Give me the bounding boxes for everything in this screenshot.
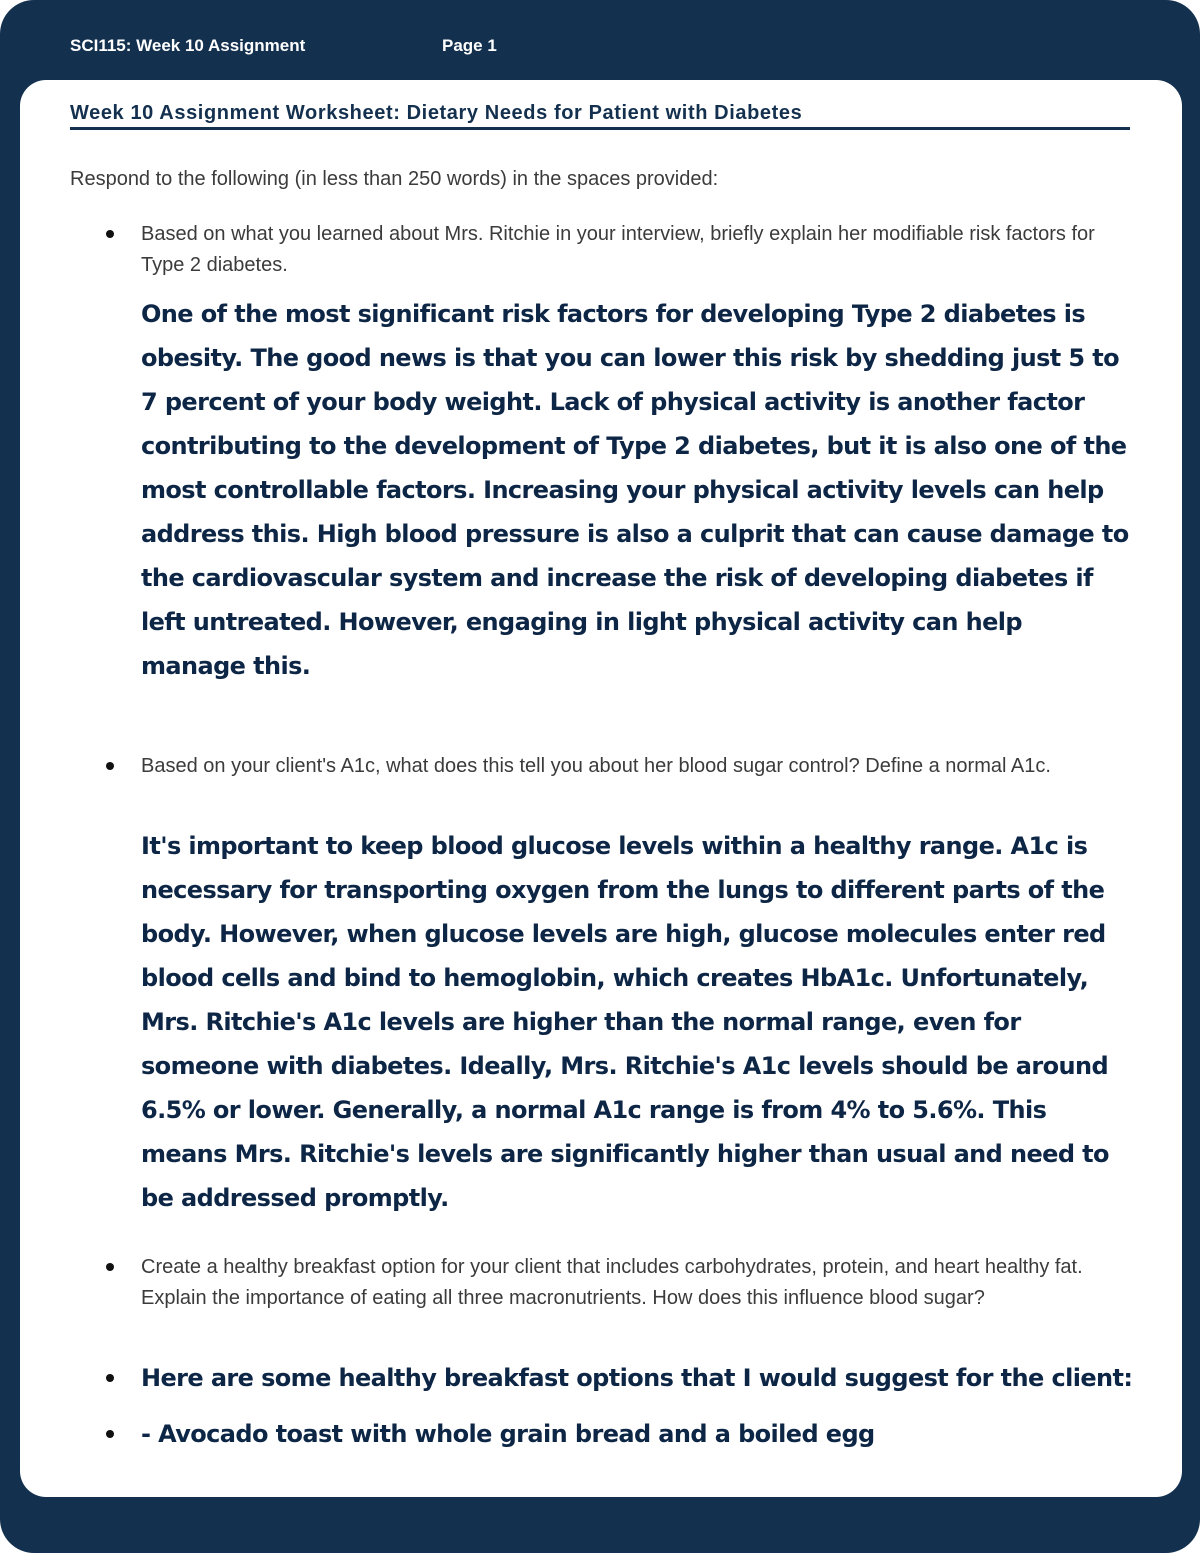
- page-number: Page 1: [442, 36, 497, 55]
- bullet-question-2: [106, 762, 114, 770]
- question-1-prompt: Based on what you learned about Mrs. Ritchie in your interview, briefly explain her modifiable risk factors for Type 2 diabetes.: [141, 223, 1095, 276]
- bullet-answer-item-2: [106, 1430, 114, 1438]
- document-title: Week 10 Assignment Worksheet: Dietary Needs for Patient with Diabetes: [70, 102, 803, 124]
- question-3-answer-item-1: Here are some healthy breakfast options that I would suggest for the client:: [141, 1364, 1133, 1392]
- worksheet-page: [20, 80, 1182, 1497]
- title-underline: [70, 127, 1130, 130]
- course-header: SCI115: Week 10 Assignment: [70, 36, 306, 55]
- question-3-prompt: Create a healthy breakfast option for your client that includes carbohydrates, protein, and heart healthy fat. Explain the importance of eating all three macronutrients. How does this influence blood sugar?: [141, 1256, 1083, 1309]
- question-3-answer-item-2: - Avocado toast with whole grain bread and a boiled egg: [141, 1420, 875, 1448]
- question-2-prompt: Based on your client's A1c, what does this tell you about her blood sugar control? Define a normal A1c.: [141, 755, 1051, 777]
- instructions: Respond to the following (in less than 250 words) in the spaces provided:: [70, 168, 719, 190]
- bullet-question-1: [106, 230, 114, 238]
- bullet-question-3: [106, 1263, 114, 1271]
- bullet-answer-item-1: [106, 1374, 114, 1382]
- question-1-answer: One of the most significant risk factors for developing Type 2 diabetes is obesity. The good news is that you can lower this risk by shedding just 5 to 7 percent of your body weight. Lack of physical activity is another factor contributing to the development of Type 2 diabetes, but it is also one of the most controllable factors. Increasing your physical activity levels can help address this. High blood pressure is also a culprit that can cause damage to the cardiovascular system and increase the risk of developing diabetes if left untreated. However, engaging in light physical activity can help manage this.: [141, 300, 1129, 680]
- question-2-answer: It's important to keep blood glucose levels within a healthy range. A1c is necessary for transporting oxygen from the lungs to different parts of the body. However, when glucose levels are high, glucose molecules enter red blood cells and bind to hemoglobin, which creates HbA1c. Unfortunately, Mrs. Ritchie's A1c levels are higher than the normal range, even for someone with diabetes. Ideally, Mrs. Ritchie's A1c levels should be around 6.5% or lower. Generally, a normal A1c range is from 4% to 5.6%. This means Mrs. Ritchie's levels are significantly higher than usual and need to be addressed promptly.: [141, 832, 1109, 1212]
